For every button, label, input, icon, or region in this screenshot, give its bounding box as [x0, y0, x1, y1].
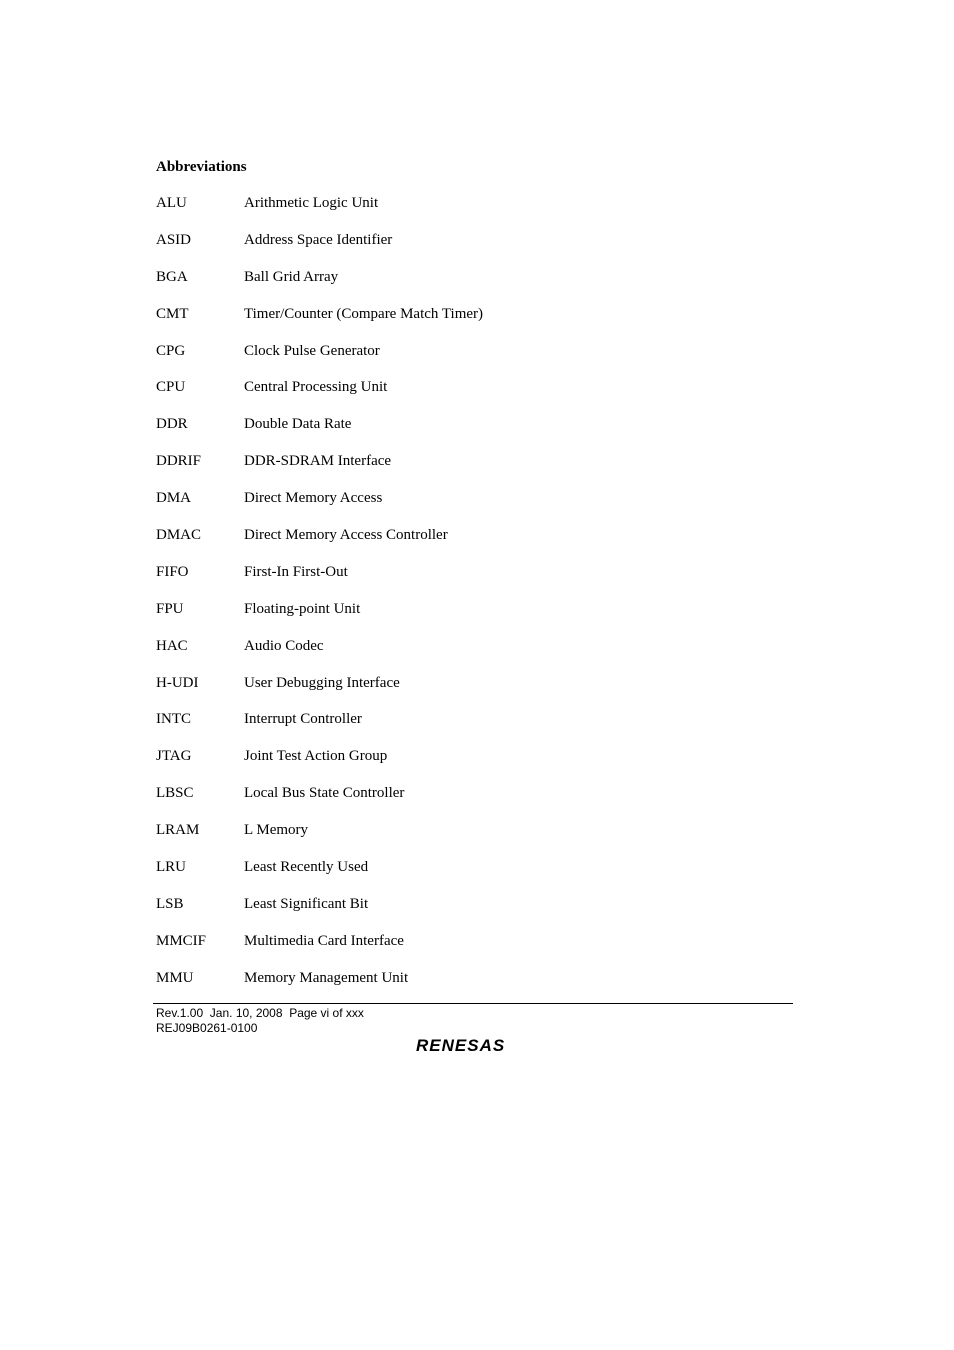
abbreviation-definition: Floating-point Unit [244, 600, 361, 617]
abbreviation-term: INTC [156, 711, 191, 728]
abbreviation-row [156, 932, 656, 969]
abbreviation-term: LSB [156, 895, 184, 912]
abbreviation-definition: User Debugging Interface [244, 674, 400, 691]
abbreviation-row [156, 452, 656, 489]
abbreviation-term: ALU [156, 195, 187, 211]
abbreviation-term: LRU [156, 859, 186, 876]
abbreviation-definition: Least Significant Bit [244, 895, 369, 912]
abbreviation-term: MMCIF [156, 932, 207, 949]
abbreviation-definition: Joint Test Action Group [244, 748, 388, 765]
abbreviation-row [156, 194, 656, 231]
abbreviation-definition: Audio Codec [244, 637, 324, 654]
abbreviation-row [156, 305, 656, 342]
footer-document-code: REJ09B0261-0100 [156, 1021, 258, 1035]
abbreviation-term: CPG [156, 342, 186, 359]
abbreviation-row [156, 784, 656, 821]
abbreviation-row [156, 969, 656, 1006]
abbreviation-row [156, 600, 656, 637]
abbreviation-term: CMT [156, 305, 189, 322]
abbreviation-row [156, 342, 656, 379]
abbreviation-definition: L Memory [244, 822, 309, 839]
abbreviation-row [156, 637, 656, 674]
abbreviation-definition: Ball Grid Array [244, 268, 339, 285]
renesas-logo [414, 1034, 534, 1056]
abbreviation-definition: Arithmetic Logic Unit [244, 195, 379, 211]
abbreviation-term: LRAM [156, 822, 200, 839]
abbreviation-term: FIFO [156, 563, 189, 580]
abbreviation-term: CPU [156, 379, 186, 396]
abbreviation-definition: Address Space Identifier [244, 231, 393, 248]
abbreviation-term: HAC [156, 637, 188, 654]
abbreviation-definition: First-In First-Out [244, 563, 348, 580]
abbreviation-row [156, 674, 656, 711]
section-heading: Abbreviations [156, 159, 247, 175]
abbreviation-definition: Least Recently Used [244, 859, 369, 876]
abbreviation-row [156, 378, 656, 415]
abbreviation-definition: Timer/Counter (Compare Match Timer) [244, 305, 484, 322]
abbreviation-row [156, 710, 656, 747]
abbreviation-row [156, 231, 656, 268]
abbreviation-term: ASID [156, 231, 192, 248]
logo-wordmark: RENESAS [416, 1036, 506, 1055]
abbreviation-row [156, 526, 656, 563]
abbreviation-row [156, 415, 656, 452]
abbreviation-definition: Local Bus State Controller [244, 785, 405, 802]
abbreviation-term: FPU [156, 600, 184, 617]
abbreviation-row [156, 489, 656, 526]
abbreviation-row [156, 563, 656, 600]
abbreviation-definition: DDR-SDRAM Interface [244, 453, 392, 470]
abbreviation-row [156, 821, 656, 858]
abbreviation-definition: Direct Memory Access Controller [244, 527, 448, 544]
abbreviation-row [156, 747, 656, 784]
abbreviation-definition: Central Processing Unit [244, 379, 388, 396]
abbreviation-term: LBSC [156, 785, 194, 802]
abbreviation-definition: Clock Pulse Generator [244, 342, 380, 359]
abbreviation-definition: Interrupt Controller [244, 711, 362, 728]
abbreviation-term: DMAC [156, 527, 202, 544]
footer-revision-line: Rev.1.00 Jan. 10, 2008 Page vi of xxx [156, 1006, 364, 1020]
footer-divider [153, 1003, 793, 1004]
abbreviation-term: MMU [156, 969, 194, 986]
abbreviation-term: H-UDI [156, 674, 199, 691]
abbreviation-list [156, 194, 656, 1006]
abbreviation-term: DDRIF [156, 453, 202, 470]
abbreviation-definition: Double Data Rate [244, 416, 352, 433]
abbreviation-term: DMA [156, 490, 192, 507]
abbreviation-definition: Direct Memory Access [244, 490, 383, 507]
abbreviation-term: BGA [156, 268, 188, 285]
abbreviation-term: DDR [156, 416, 188, 433]
abbreviation-term: JTAG [156, 748, 192, 765]
abbreviation-row [156, 858, 656, 895]
abbreviation-definition: Memory Management Unit [244, 969, 409, 986]
abbreviation-row [156, 895, 656, 932]
abbreviation-row [156, 268, 656, 305]
abbreviation-definition: Multimedia Card Interface [244, 932, 404, 949]
